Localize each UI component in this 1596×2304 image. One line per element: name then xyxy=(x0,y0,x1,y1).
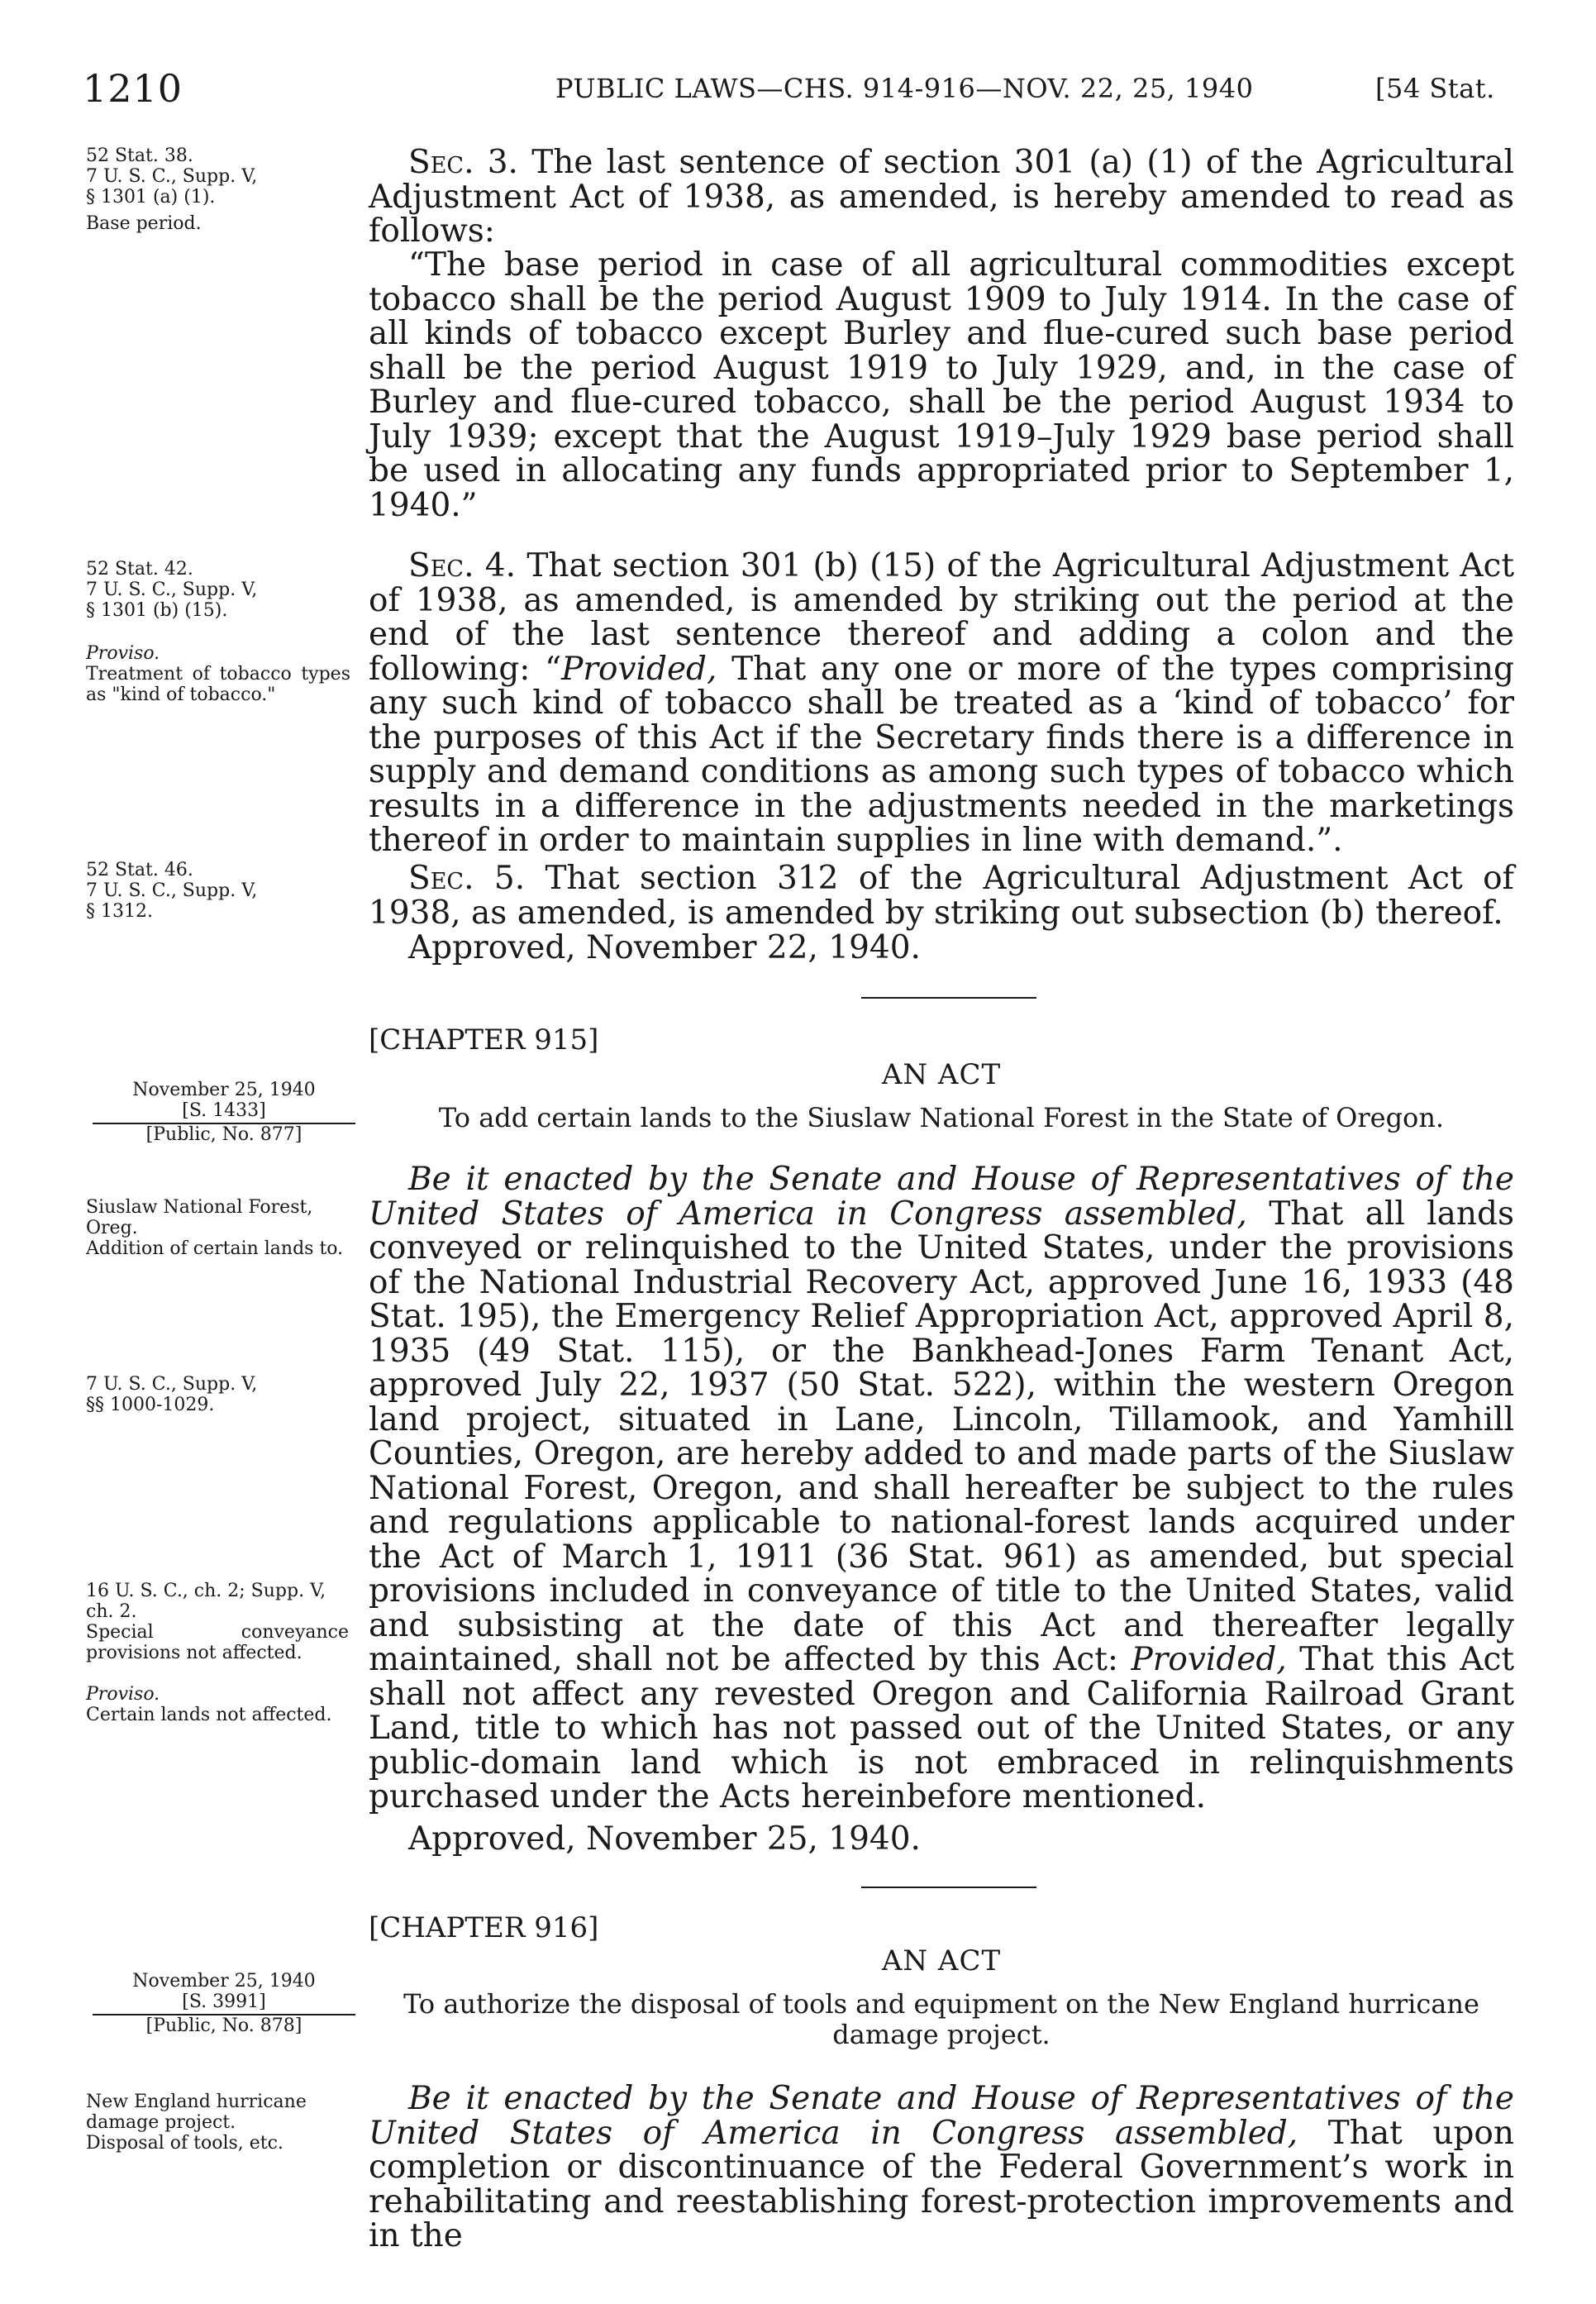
ch915-provided: Provided, xyxy=(1131,1641,1287,1678)
ch916-body xyxy=(369,2082,1514,2254)
sec4-provided: Provided, xyxy=(561,650,717,688)
margin-proviso-note: Treatment of tobacco types as "kind of tobacco." xyxy=(86,664,350,705)
sec3-label: Sec. 3. xyxy=(408,144,518,181)
ch915-body-b: That this Act shall not affect any revested Oregon and California Railroad Grant Land, title to which has not passed out of the United States, or any public-domain land which is not embraced in relinquishments purchased under the Acts hereinbefore mentioned. xyxy=(369,1641,1515,1815)
ch915-an-act: AN ACT xyxy=(881,1058,1002,1091)
sec4-text-b: That any one or more of the types comprising any such kind of tobacco shall be treated as a ‘kind of tobacco’ for the purposes of this Act if the Secretary finds there is a difference in supply and demand conditions as among such types of tobacco which results in a difference in the adjustments needed in the marketings thereof in order to maintain supplies in line with demand.”. xyxy=(369,650,1514,859)
page-number: 1210 xyxy=(83,66,183,111)
ch916-an-act: AN ACT xyxy=(881,1944,1002,1977)
ch915-bill: [S. 1433] xyxy=(182,1100,266,1121)
ch915-enacting-clause: Be it enacted by the Senate and House of Representatives of the United States of America in Congress assembled, xyxy=(369,1161,1514,1233)
margin-sec3-citation: 52 Stat. 38. 7 U. S. C., Supp. V, § 1301 (a) (1). xyxy=(86,145,258,208)
sec4-text-a: That section 301 (b) (15) of the Agricultural Adjustment Act of 1938, as amended, is amended by striking out the period at the end of the last sentence thereof and adding a colon and the following: “ xyxy=(369,547,1514,688)
margin-proviso2-label: Proviso. xyxy=(86,1684,160,1705)
sec5-paragraph xyxy=(369,861,1514,930)
sec5-label: Sec. 5. xyxy=(408,860,526,897)
ch915-date: November 25, 1940 xyxy=(132,1080,316,1100)
sec3-paragraph xyxy=(369,145,1514,249)
chapter-divider xyxy=(861,1887,1036,1888)
ch916-bill: [S. 3991] xyxy=(182,1992,266,2012)
ch916-enacting-clause: Be it enacted by the Senate and House of Representatives of the United States of America in Congress assembled, xyxy=(369,2080,1514,2152)
ch916-body-text: That upon completion or discontinuance of the Federal Government’s work in rehabilitating and reestablishing forest-protection improvements and in the xyxy=(369,2114,1514,2254)
ch915-body-a: That all lands conveyed or relinquished to the United States, under the provisions of the National Industrial Recovery Act, approved June 16, 1933 (48 Stat. 195), the Emergency Relief Appropriation Act, approved April 8, 1935 (49 Stat. 115), or the Bankhead-Jones Farm Tenant Act, approved July 22, 1937 (50 Stat. 522), within the western Oregon land project, situated in Lane, Lincoln, Tillamook, and Yamhill Counties, Oregon, are hereby added to and made parts of the Siuslaw National Forest, Oregon, and shall hereafter be subject to the rules and regulations applicable to national-forest lands acquired under the Act of March 1, 1911 (36 Stat. 961) as amended, but special provisions included in conveyance of title to the United States, valid and subsisting at the date of this Act and thereafter legally maintained, shall not be affected by this Act: xyxy=(369,1195,1514,1678)
ch915-purpose: To add certain lands to the Siuslaw National Forest in the State of Oregon. xyxy=(438,1102,1445,1133)
chapter-divider xyxy=(861,997,1036,999)
approved-ch914: Approved, November 22, 1940. xyxy=(408,929,921,966)
ch916-public: [Public, No. 878] xyxy=(93,2014,355,2036)
sec3-quote: “The base period in case of all agricultural commodities except tobacco shall be the period August 1909 to July 1914. In the case of all kinds of tobacco except Burley and flue-cured such base period shall be the period August 1919 to July 1929, and, in the case of Burley and flue-cured tobacco, shall be the period August 1934 to July 1939; except that the August 1919–July 1929 base period shall be used in allocating any funds appropriated prior to September 1, 1940.” xyxy=(369,246,1514,524)
margin-sec5-citation: 52 Stat. 46. 7 U. S. C., Supp. V, § 1312. xyxy=(86,860,258,922)
ch915-chapter: [CHAPTER 915] xyxy=(369,1023,599,1057)
margin-usc-1000: 7 U. S. C., Supp. V, §§ 1000-1029. xyxy=(86,1374,258,1415)
ch915-body xyxy=(369,1162,1514,1815)
ch916-date: November 25, 1940 xyxy=(132,1971,316,1992)
ch916-chapter: [CHAPTER 916] xyxy=(369,1911,599,1944)
margin-ne-note: New England hurricane damage project. Disposal of tools, etc. xyxy=(86,2092,307,2154)
margin-sec4-citation: 52 Stat. 42. 7 U. S. C., Supp. V, § 1301 (b) (15). xyxy=(86,559,258,621)
approved-ch915: Approved, November 25, 1940. xyxy=(408,1820,921,1858)
margin-base-period: Base period. xyxy=(86,213,202,234)
sec3-text: The last sentence of section 301 (a) (1) of the Agricultural Adjustment Act of 1938, as amended, is hereby amended to read as follows: xyxy=(369,144,1514,250)
ch916-purpose: To authorize the disposal of tools and equipment on the New England hurricane damage project. xyxy=(403,1988,1479,2050)
margin-usc-ch2: 16 U. S. C., ch. 2; Supp. V, ch. 2. xyxy=(86,1581,326,1622)
margin-siuslaw-note: Siuslaw National Forest, Oreg. Addition of certain lands to. xyxy=(86,1197,344,1259)
margin-special-note: Special conveyance provisions not affected. xyxy=(86,1622,349,1663)
ch915-public: [Public, No. 877] xyxy=(93,1123,355,1145)
margin-certain-lands: Certain lands not affected. xyxy=(86,1705,332,1725)
running-head-volume: [54 Stat. xyxy=(1375,73,1495,104)
margin-proviso-label: Proviso. xyxy=(86,643,160,664)
sec5-text: That section 312 of the Agricultural Adjustment Act of 1938, as amended, is amended by striking out subsection (b) thereof. xyxy=(369,860,1514,932)
sec4-label: Sec. 4. xyxy=(408,547,517,584)
sec4-paragraph xyxy=(369,549,1514,858)
running-head-title: PUBLIC LAWS—CHS. 914-916—NOV. 22, 25, 1940 xyxy=(555,73,1254,104)
